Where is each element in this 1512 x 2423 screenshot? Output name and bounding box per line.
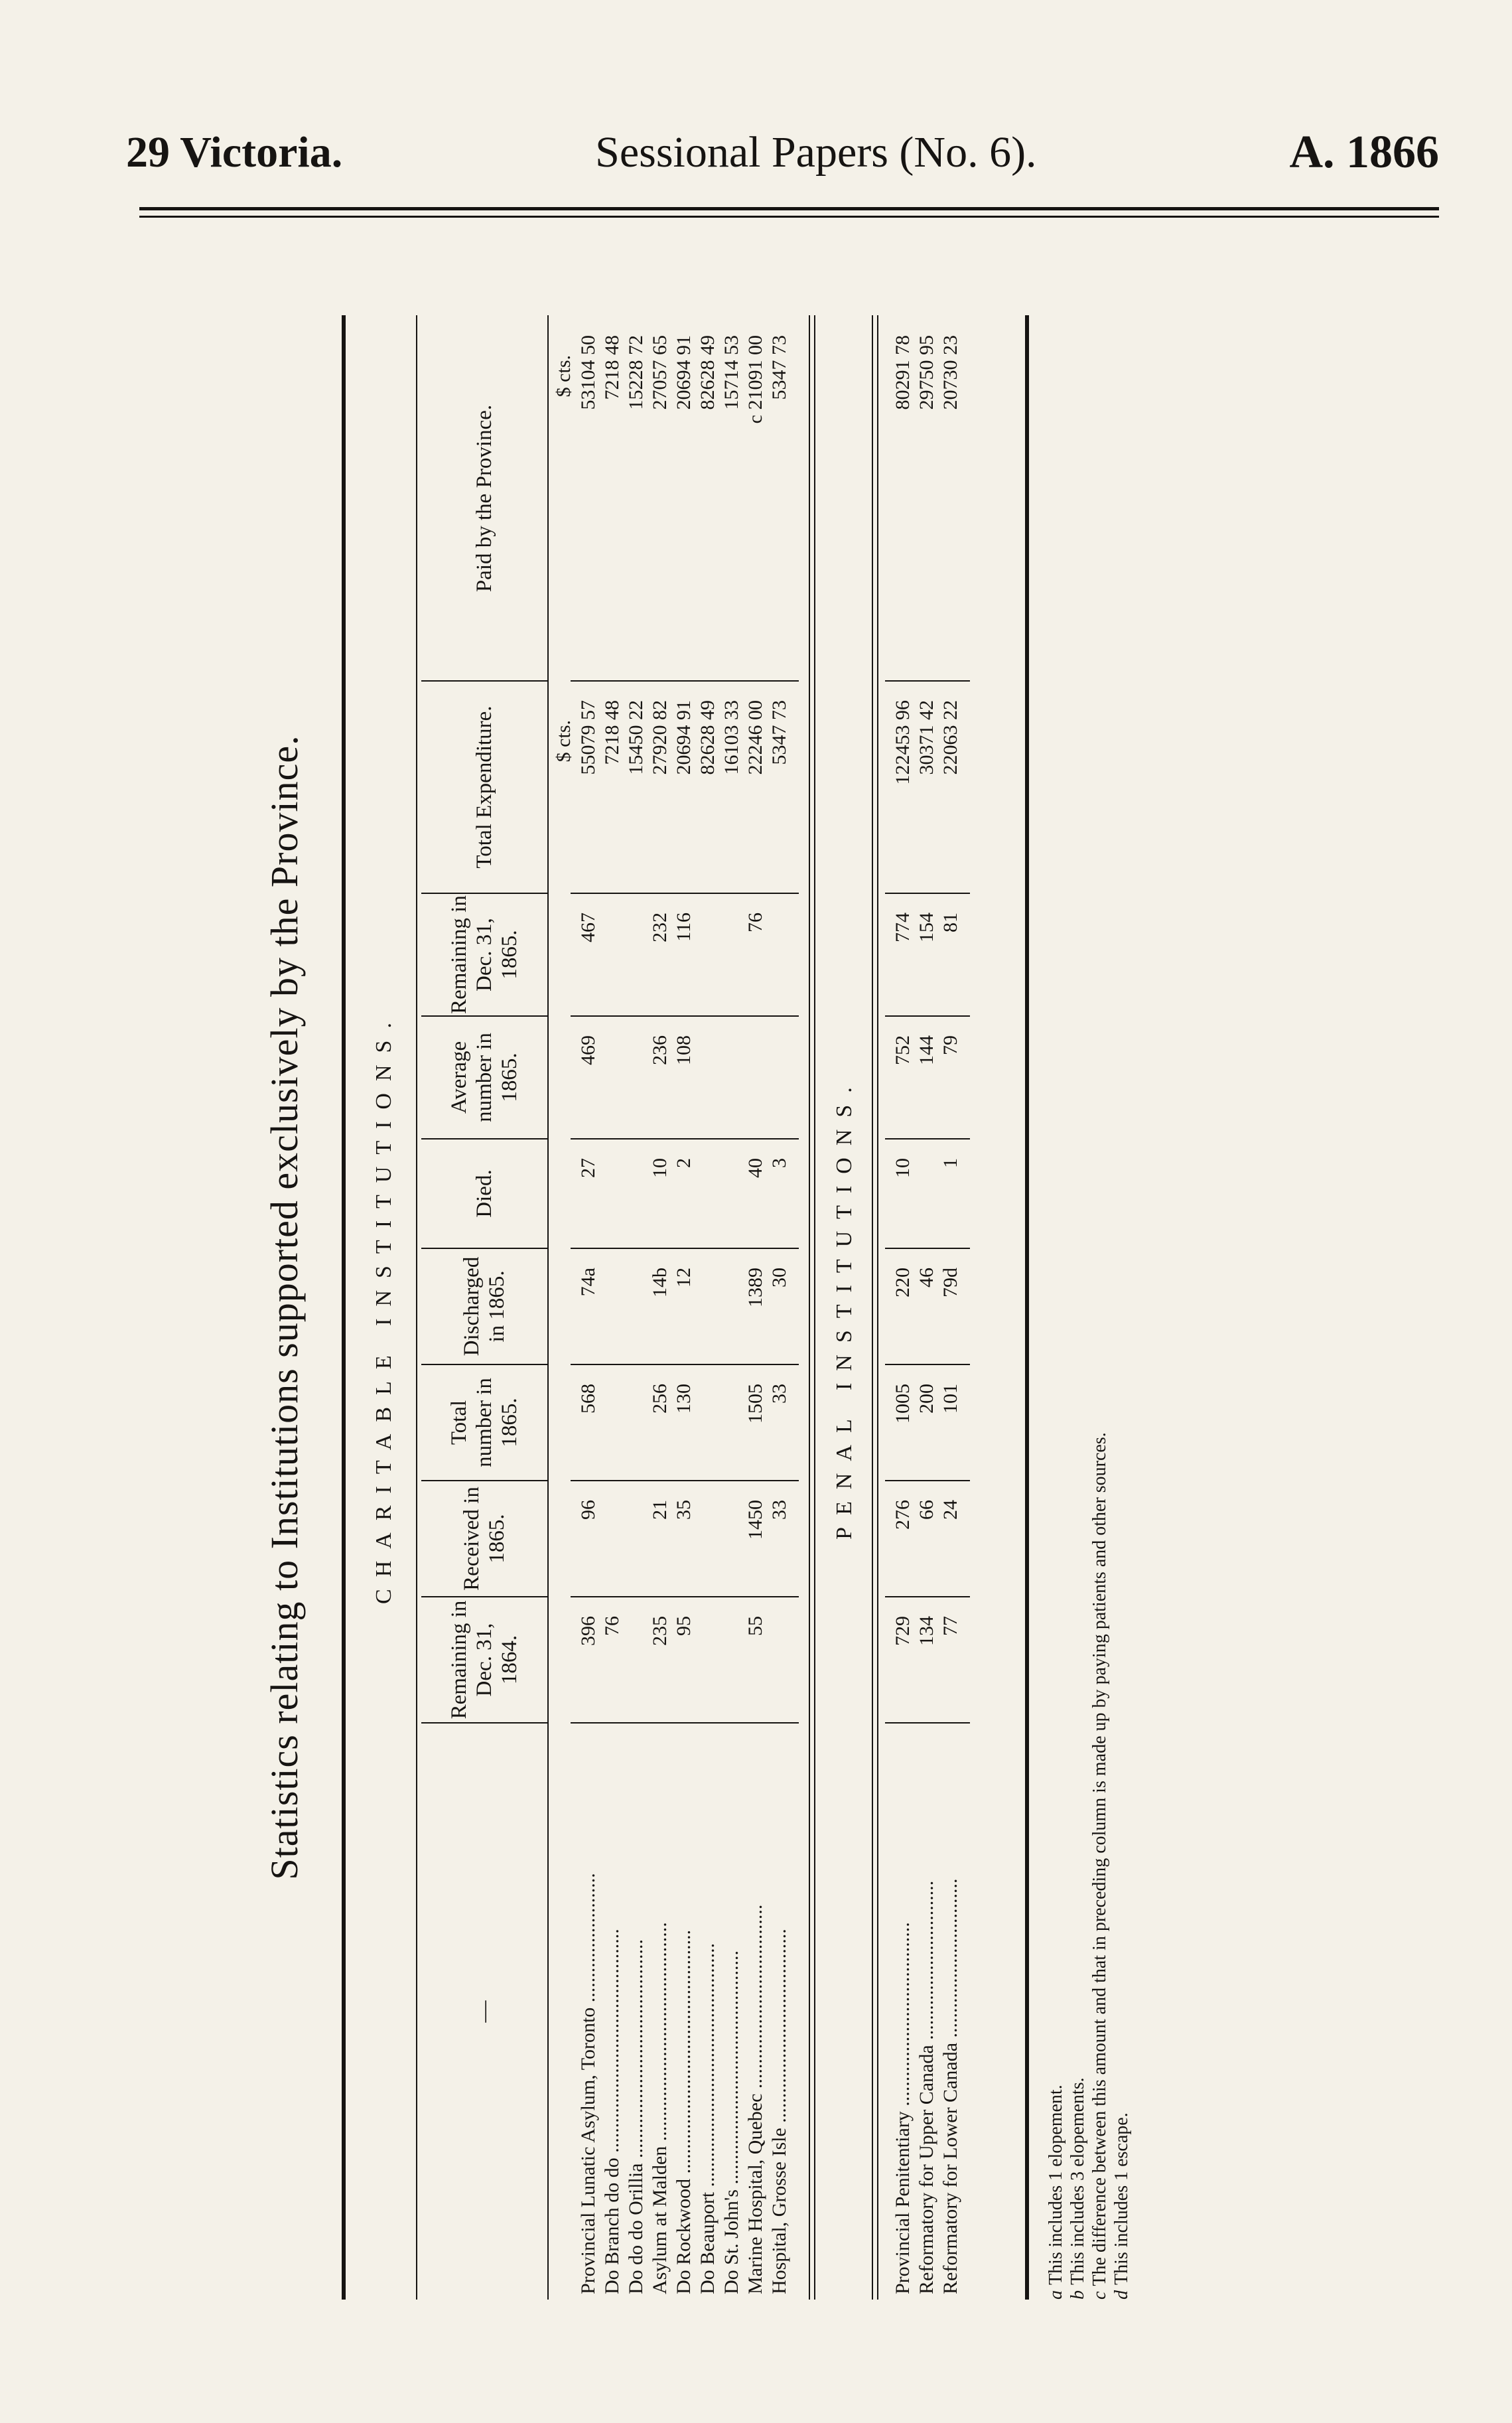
cell-rec: 66: [916, 1500, 937, 1520]
column-rule: [571, 1596, 799, 1597]
cell-exp: 7218 48: [601, 700, 623, 765]
cell-total: 33: [768, 1384, 790, 1404]
cell-rec: [721, 1500, 743, 1596]
cell-rem65: [768, 913, 791, 1015]
cell-died: [601, 1158, 624, 1248]
cell-paid: c 21091 00: [744, 335, 766, 424]
cell-avg: [768, 1035, 791, 1138]
cell-rem65: [697, 913, 719, 1015]
cell-paid: 20694 91: [673, 335, 695, 410]
cell-rem64: [697, 1616, 719, 1722]
table-row: [744, 315, 767, 2300]
cell-total: 256: [649, 1384, 671, 1414]
running-header: [126, 116, 1439, 189]
cell-dis: 12: [673, 1268, 695, 1287]
column-rule: [571, 1248, 799, 1249]
footnote-text: This includes 1 escape.: [1111, 2112, 1132, 2285]
cell-rem65: 232: [649, 913, 671, 942]
cell-total: 200: [916, 1384, 937, 1414]
column-rule: [885, 1480, 970, 1481]
footnote-mark: d: [1111, 2290, 1132, 2300]
cell-avg: [744, 1035, 767, 1138]
cell-died: [721, 1158, 743, 1248]
cell-rem64: [768, 1616, 791, 1722]
cell-avg: [625, 1035, 648, 1138]
cell-rem65: 76: [744, 913, 766, 932]
cell-avg: 236: [649, 1035, 671, 1065]
currency-units: $ cts.: [553, 720, 575, 763]
cell-died: 3: [768, 1158, 790, 1168]
column-rule: [885, 680, 970, 682]
cell-rem65: [721, 913, 743, 1015]
header-rule: [139, 207, 1439, 210]
table-row: [768, 315, 791, 2300]
cell-total: 1005: [892, 1384, 914, 1424]
cell-died: 2: [673, 1158, 695, 1168]
cell-died: 10: [649, 1158, 671, 1178]
cell-paid: 5347 73: [768, 335, 790, 400]
cell-avg: 108: [673, 1035, 695, 1065]
table-row: [892, 315, 914, 2300]
cell-dis: 30: [768, 1268, 790, 1287]
cell-exp: 122453 96: [892, 700, 914, 785]
cell-exp: 30371 42: [916, 700, 937, 775]
col-head-name: —: [421, 1722, 547, 2300]
cell-rem65: [601, 913, 624, 1015]
cell-paid: 27057 65: [649, 335, 671, 410]
cell-dis: [697, 1268, 719, 1364]
cell-paid: 53104 50: [577, 335, 599, 410]
cell-exp: 55079 57: [577, 700, 599, 775]
currency-units-row: [553, 315, 575, 2300]
table-row: [601, 315, 624, 2300]
col-head-received: Received in 1865.: [421, 1480, 547, 1596]
column-rule: [571, 1138, 799, 1139]
cell-rec: 1450: [744, 1500, 766, 1540]
cell-total: 1505: [744, 1384, 766, 1424]
cell-rec: 96: [577, 1500, 599, 1520]
cell-rem64: 396: [577, 1616, 599, 1646]
footnote: [1067, 315, 1089, 2300]
cell-dis: 1389: [744, 1268, 766, 1307]
cell-dis: 46: [916, 1268, 937, 1287]
table-row: [673, 315, 695, 2300]
cell-paid: 29750 95: [916, 335, 937, 410]
cell-total: [601, 1384, 624, 1480]
cell-rec: [625, 1500, 648, 1596]
column-rule: [885, 1596, 970, 1597]
cell-rem64: 235: [649, 1616, 671, 1646]
cell-paid: 15228 72: [625, 335, 647, 410]
cell-total: [721, 1384, 743, 1480]
cell-avg: [721, 1035, 743, 1138]
cell-avg: [601, 1035, 624, 1138]
section-divider: [877, 315, 878, 2300]
header-year: A. 1866: [1289, 127, 1439, 178]
cell-rem64: 77: [939, 1616, 961, 1636]
cell-paid: 20730 23: [939, 335, 961, 410]
institution-name: Marine Hospital, Quebec .....................................: [744, 1904, 766, 2294]
table-row: [697, 315, 719, 2300]
cell-dis: 74a: [577, 1268, 599, 1297]
institution-name: Do Branch do do .............................................: [601, 1929, 623, 2294]
col-head-died: Died.: [421, 1138, 547, 1248]
cell-rem65: 116: [673, 913, 695, 942]
table-row: [649, 315, 671, 2300]
cell-exp: 15450 22: [625, 700, 647, 775]
table-title: Statistics relating to Institutions supported exclusively by the Province.: [263, 735, 306, 1880]
column-rule: [571, 680, 799, 682]
table-top-rule: [342, 315, 346, 2300]
cell-rem64: [625, 1616, 648, 1722]
section-divider: [872, 315, 873, 2300]
cell-total: [625, 1384, 648, 1480]
cell-dis: 14b: [649, 1268, 671, 1297]
cell-died: 1: [939, 1158, 961, 1168]
cell-avg: [697, 1035, 719, 1138]
table-row: [625, 315, 648, 2300]
cell-rec: 24: [939, 1500, 961, 1520]
institution-name: Do Rockwood .................................................: [673, 1929, 695, 2294]
footnote: [1089, 315, 1111, 2300]
cell-rem65: 774: [892, 913, 914, 942]
cell-paid: 82628 49: [697, 335, 719, 410]
header-sessional-papers: Sessional Papers (No. 6).: [595, 128, 1037, 177]
cell-rec: 21: [649, 1500, 671, 1520]
cell-dis: 220: [892, 1268, 914, 1297]
table-row: [577, 315, 600, 2300]
table-row: [721, 315, 743, 2300]
header-rule-thin: [139, 216, 1439, 218]
footnote-mark: b: [1067, 2290, 1088, 2300]
cell-rem65: 154: [916, 913, 937, 942]
institution-name: Reformatory for Lower Canada ................................: [939, 1878, 961, 2294]
column-rule: [571, 893, 799, 894]
institution-name: Provincial Lunatic Asylum, Toronto ..........................: [577, 1873, 599, 2294]
column-rule: [571, 1364, 799, 1365]
col-head-average: Average number in 1865.: [421, 1015, 547, 1138]
cell-total: 130: [673, 1384, 695, 1414]
cell-exp: 22063 22: [939, 700, 961, 775]
section-divider: [814, 315, 815, 2300]
cell-died: 40: [744, 1158, 766, 1178]
column-rule: [885, 1248, 970, 1249]
cell-avg: 79: [939, 1035, 961, 1055]
table-row: [916, 315, 938, 2300]
institution-name: Asylum at Malden ............................................: [649, 1922, 671, 2294]
column-rule: [571, 1722, 799, 1724]
cell-rem65: [625, 913, 648, 1015]
cell-rem64: [721, 1616, 743, 1722]
statistics-table-rotated: [262, 315, 1184, 2300]
column-rule: [885, 893, 970, 894]
footnote-mark: c: [1089, 2291, 1110, 2300]
column-rule: [885, 1138, 970, 1139]
cell-rec: 276: [892, 1500, 914, 1530]
cell-total: [697, 1384, 719, 1480]
cell-died: [916, 1158, 938, 1248]
cell-total: 101: [939, 1384, 961, 1414]
column-head-top-rule: [416, 315, 417, 2300]
institution-name: Do Beauport .................................................: [697, 1943, 719, 2294]
cell-rem64: 76: [601, 1616, 623, 1636]
cell-dis: 79d: [939, 1268, 961, 1297]
section-label-charitable: CHARITABLE INSTITUTIONS.: [372, 1011, 396, 1604]
institution-name: Do St. John's ...............................................: [721, 1950, 742, 2294]
cell-exp: 27920 82: [649, 700, 671, 775]
cell-rem64: 55: [744, 1616, 766, 1636]
cell-exp: 22246 00: [744, 700, 766, 775]
institution-name: Provincial Penitentiary .....................................: [892, 1922, 914, 2294]
table-row: [939, 315, 962, 2300]
cell-avg: 144: [916, 1035, 937, 1065]
footnote-mark: a: [1046, 2290, 1066, 2300]
table-bottom-rule: [1025, 315, 1029, 2300]
section-label-penal: PENAL INSTITUTIONS.: [832, 1075, 857, 1540]
col-head-total-number: Total number in 1865.: [421, 1364, 547, 1480]
header-volume: 29 Victoria.: [126, 128, 343, 177]
cell-died: [625, 1158, 648, 1248]
col-head-remaining-1864: Remaining in Dec. 31, 1864.: [421, 1596, 547, 1722]
cell-rem64: 134: [916, 1616, 937, 1646]
footnote-text: This includes 3 elopements.: [1067, 2077, 1088, 2285]
cell-dis: [625, 1268, 648, 1364]
cell-paid: 7218 48: [601, 335, 623, 400]
cell-died: [697, 1158, 719, 1248]
col-head-remaining-1865: Remaining in Dec. 31, 1865.: [421, 893, 547, 1015]
cell-exp: 5347 73: [768, 700, 790, 765]
col-head-total-expenditure: Total Expenditure.: [421, 680, 547, 893]
footnote-text: The difference between this amount and that in preceding column is made up by paying patients and other sources.: [1089, 1432, 1110, 2286]
column-head-bottom-rule: [547, 315, 549, 2300]
section-divider: [809, 315, 810, 2300]
currency-units: $ cts.: [553, 355, 575, 398]
institution-name: Hospital, Grosse Isle .......................................: [768, 1929, 790, 2294]
cell-rem64: 95: [673, 1616, 695, 1636]
cell-dis: [601, 1268, 624, 1364]
column-rule: [885, 1364, 970, 1365]
cell-rem65: 81: [939, 913, 961, 932]
cell-avg: 752: [892, 1035, 914, 1065]
cell-died: 27: [577, 1158, 599, 1178]
institution-name: Do do do Orillia ............................................: [625, 1939, 647, 2294]
footnote-text: This includes 1 elopement.: [1046, 2085, 1066, 2285]
footnote: [1111, 315, 1133, 2300]
column-rule: [571, 1015, 799, 1017]
cell-rec: [697, 1500, 719, 1596]
cell-died: 10: [892, 1158, 914, 1178]
cell-rec: [601, 1500, 624, 1596]
cell-exp: 82628 49: [697, 700, 719, 775]
cell-rec: 35: [673, 1500, 695, 1520]
column-rule: [885, 1015, 970, 1017]
cell-dis: [721, 1268, 743, 1364]
cell-total: 568: [577, 1384, 599, 1414]
cell-exp: 20694 91: [673, 700, 695, 775]
col-head-discharged: Discharged in 1865.: [421, 1248, 547, 1364]
cell-paid: 15714 53: [721, 335, 742, 410]
cell-paid: 80291 78: [892, 335, 914, 410]
footnotes: [1045, 315, 1133, 2300]
institution-name: Reformatory for Upper Canada ................................: [916, 1880, 937, 2294]
cell-rem65: 467: [577, 913, 599, 942]
cell-exp: 16103 33: [721, 700, 742, 775]
cell-rec: 33: [768, 1500, 790, 1520]
cell-rem64: 729: [892, 1616, 914, 1646]
column-rule: [885, 1722, 970, 1724]
col-head-paid-by-province: Paid by the Province.: [472, 404, 496, 593]
column-rule: [571, 1480, 799, 1481]
footnote: [1045, 315, 1067, 2300]
cell-avg: 469: [577, 1035, 599, 1065]
